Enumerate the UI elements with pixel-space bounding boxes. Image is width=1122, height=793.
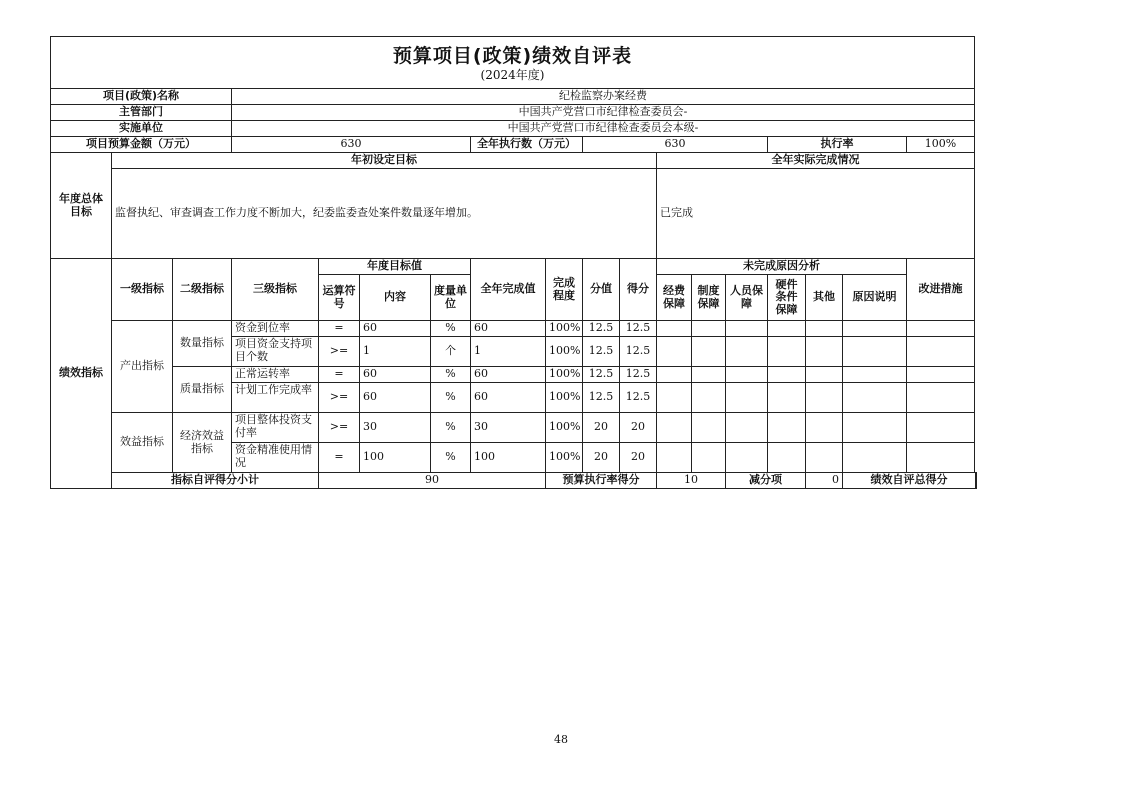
deduction-label: 减分项 — [726, 473, 806, 489]
unit-value: 中国共产党营口市纪律检查委员会本级- — [232, 121, 975, 137]
exec-rate-label: 执行率 — [768, 137, 907, 153]
empty-cell — [692, 413, 726, 443]
empty-cell — [657, 383, 692, 413]
row-completion: 100% — [546, 443, 583, 473]
row-unit: % — [431, 367, 471, 383]
row-completion: 100% — [546, 413, 583, 443]
empty-cell — [806, 413, 843, 443]
header-score-weight: 分值 — [583, 259, 620, 321]
row-content: 100 — [360, 443, 431, 473]
dept-value: 中国共产党营口市纪律检查委员会- — [232, 105, 975, 121]
empty-cell — [768, 321, 806, 337]
empty-cell — [726, 367, 768, 383]
empty-cell — [657, 337, 692, 367]
empty-cell — [768, 337, 806, 367]
budget-rate-score-value: 10 — [657, 473, 726, 489]
total-score-label: 绩效自评总得分 — [843, 473, 976, 489]
row-unit: % — [431, 443, 471, 473]
row-content: 60 — [360, 367, 431, 383]
total-score-value — [976, 473, 977, 489]
row-indicator-name: 项目资金支持项目个数 — [232, 337, 319, 367]
header-score: 得分 — [620, 259, 657, 321]
header-actual-value: 全年完成值 — [471, 259, 546, 321]
executed-label: 全年执行数（万元） — [471, 137, 583, 153]
header-content: 内容 — [360, 275, 431, 321]
empty-cell — [657, 443, 692, 473]
unit-label: 实施单位 — [51, 121, 232, 137]
row-score: 20 — [620, 443, 657, 473]
row-actual: 60 — [471, 367, 546, 383]
header-unit: 度量单位 — [431, 275, 471, 321]
annual-goal-label: 年度总体目标 — [51, 153, 112, 259]
actual-goal-header: 全年实际完成情况 — [657, 153, 975, 169]
level2-economic: 经济效益指标 — [173, 413, 232, 473]
report-year: (2024年度) — [480, 68, 545, 83]
level2-quantity: 数量指标 — [173, 321, 232, 367]
project-name-value: 纪检监察办案经费 — [232, 89, 975, 105]
row-weight: 20 — [583, 413, 620, 443]
empty-cell — [907, 383, 975, 413]
row-score: 12.5 — [620, 337, 657, 367]
header-level3: 三级指标 — [232, 259, 319, 321]
empty-cell — [907, 367, 975, 383]
perf-indicator-label: 绩效指标 — [51, 259, 112, 489]
exec-rate-value: 100% — [907, 137, 975, 153]
table-row — [51, 413, 977, 443]
empty-cell — [907, 413, 975, 443]
row-unit: % — [431, 413, 471, 443]
header-improve: 改进措施 — [907, 259, 975, 321]
empty-cell — [692, 383, 726, 413]
empty-cell — [726, 337, 768, 367]
header-level1: 一级指标 — [112, 259, 173, 321]
empty-cell — [907, 337, 975, 367]
empty-cell — [726, 443, 768, 473]
planned-goal-header: 年初设定目标 — [112, 153, 657, 169]
row-indicator-name: 正常运转率 — [232, 367, 319, 383]
subtotal-label: 指标自评得分小计 — [112, 473, 319, 489]
row-weight: 12.5 — [583, 383, 620, 413]
level1-benefit: 效益指标 — [112, 413, 173, 473]
actual-goal-text: 已完成 — [657, 169, 975, 259]
level2-quality: 质量指标 — [173, 367, 232, 413]
row-indicator-name: 项目整体投资支付率 — [232, 413, 319, 443]
header-reason-system: 制度保障 — [692, 275, 726, 321]
empty-cell — [726, 413, 768, 443]
row-completion: 100% — [546, 337, 583, 367]
empty-cell — [806, 383, 843, 413]
budget-rate-score-label: 预算执行率得分 — [546, 473, 657, 489]
budget-amount-value: 630 — [232, 137, 471, 153]
row-operator: = — [319, 367, 360, 383]
row-operator: = — [319, 443, 360, 473]
header-reason-hardware: 硬件条件保障 — [768, 275, 806, 321]
budget-amount-label: 项目预算金额（万元） — [51, 137, 232, 153]
row-indicator-name: 资金精准使用情况 — [232, 443, 319, 473]
row-actual: 60 — [471, 383, 546, 413]
page-title: 预算项目(政策)绩效自评表 — [392, 45, 633, 68]
empty-cell — [768, 367, 806, 383]
header-reason-note: 原因说明 — [843, 275, 907, 321]
empty-cell — [843, 321, 907, 337]
empty-cell — [843, 443, 907, 473]
empty-cell — [692, 443, 726, 473]
empty-cell — [907, 443, 975, 473]
subtotal-value: 90 — [319, 473, 546, 489]
row-indicator-name: 计划工作完成率 — [232, 383, 319, 413]
empty-cell — [657, 413, 692, 443]
row-content: 1 — [360, 337, 431, 367]
executed-value: 630 — [583, 137, 768, 153]
empty-cell — [806, 443, 843, 473]
row-actual: 100 — [471, 443, 546, 473]
header-reason-group: 未完成原因分析 — [657, 259, 907, 275]
row-weight: 12.5 — [583, 367, 620, 383]
empty-cell — [657, 367, 692, 383]
header-completion: 完成程度 — [546, 259, 583, 321]
planned-goal-text: 监督执纪、审查调查工作力度不断加大，纪委监委查处案件数量逐年增加。 — [112, 169, 657, 259]
row-actual: 30 — [471, 413, 546, 443]
row-operator: >= — [319, 383, 360, 413]
row-actual: 60 — [471, 321, 546, 337]
empty-cell — [657, 321, 692, 337]
row-score: 12.5 — [620, 367, 657, 383]
row-weight: 20 — [583, 443, 620, 473]
deduction-value: 0 — [806, 473, 843, 489]
page-number: 48 — [554, 733, 568, 746]
project-name-label: 项目(政策)名称 — [51, 89, 232, 105]
empty-cell — [843, 383, 907, 413]
level1-output: 产出指标 — [112, 321, 173, 413]
empty-cell — [692, 367, 726, 383]
empty-cell — [843, 367, 907, 383]
row-completion: 100% — [546, 383, 583, 413]
row-operator: >= — [319, 413, 360, 443]
row-content: 60 — [360, 321, 431, 337]
row-indicator-name: 资金到位率 — [232, 321, 319, 337]
header-target-group: 年度目标值 — [319, 259, 471, 275]
empty-cell — [768, 413, 806, 443]
empty-cell — [768, 443, 806, 473]
row-completion: 100% — [546, 367, 583, 383]
row-weight: 12.5 — [583, 337, 620, 367]
empty-cell — [907, 321, 975, 337]
header-reason-other: 其他 — [806, 275, 843, 321]
empty-cell — [768, 383, 806, 413]
row-content: 60 — [360, 383, 431, 413]
row-actual: 1 — [471, 337, 546, 367]
empty-cell — [806, 337, 843, 367]
empty-cell — [692, 337, 726, 367]
table-title — [51, 37, 975, 89]
empty-cell — [806, 321, 843, 337]
row-unit: % — [431, 321, 471, 337]
table-row — [51, 321, 977, 337]
row-weight: 12.5 — [583, 321, 620, 337]
table-row — [51, 367, 977, 383]
dept-label: 主管部门 — [51, 105, 232, 121]
empty-cell — [726, 383, 768, 413]
empty-cell — [692, 321, 726, 337]
row-unit: 个 — [431, 337, 471, 367]
row-score: 20 — [620, 413, 657, 443]
header-reason-staff: 人员保障 — [726, 275, 768, 321]
header-level2: 二级指标 — [173, 259, 232, 321]
row-score: 12.5 — [620, 383, 657, 413]
empty-cell — [843, 413, 907, 443]
row-operator: >= — [319, 337, 360, 367]
performance-self-evaluation-table — [50, 36, 977, 489]
empty-cell — [843, 337, 907, 367]
row-unit: % — [431, 383, 471, 413]
row-completion: 100% — [546, 321, 583, 337]
header-reason-funding: 经费保障 — [657, 275, 692, 321]
header-operator: 运算符号 — [319, 275, 360, 321]
row-operator: = — [319, 321, 360, 337]
empty-cell — [726, 321, 768, 337]
row-content: 30 — [360, 413, 431, 443]
row-score: 12.5 — [620, 321, 657, 337]
empty-cell — [806, 367, 843, 383]
